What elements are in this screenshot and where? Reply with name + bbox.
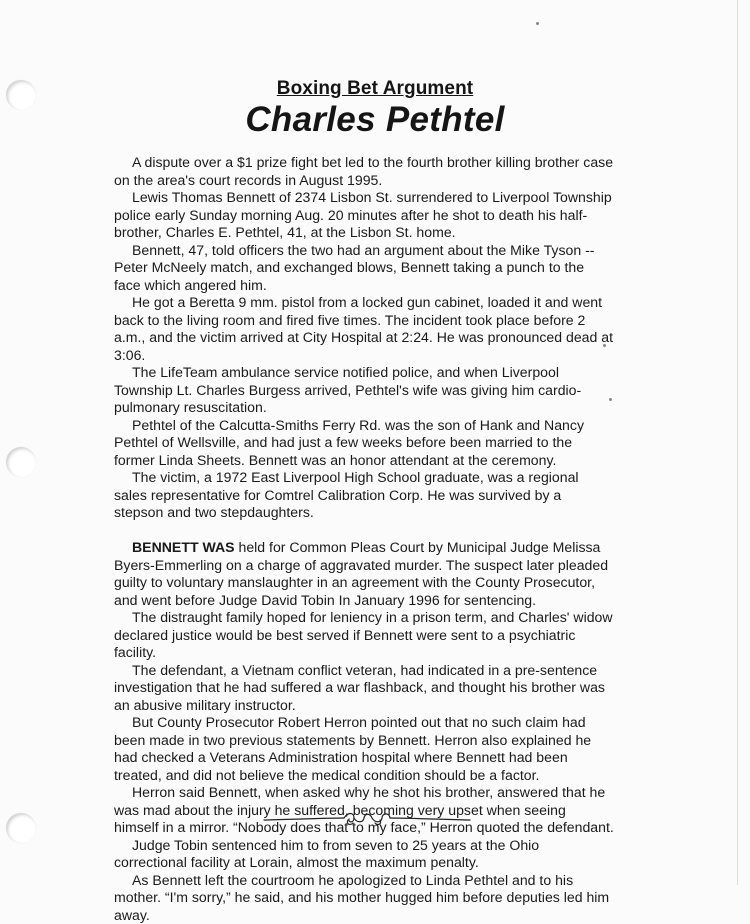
paragraph: The LifeTeam ambulance service notified police, and when Liverpool Township Lt. Charles Burgess arrived, Pethtel's wife was giving him cardio-pulmonary resuscitation. [114, 364, 614, 417]
paragraph: Bennett, 47, told officers the two had an argument about the Mike Tyson -- Peter McNeely match, and exchanged blows, Bennett taking a punch to the face which angered him. [114, 242, 614, 295]
paragraph: The distraught family hoped for leniency in a prison term, and Charles' widow declared justice would be best served if Bennett were sent to a psychiatric facility. [114, 609, 614, 662]
punch-hole-middle [6, 447, 36, 477]
paragraph-text: held for Common Pleas Court by Municipal Judge Melissa Byers-Emmerling on a charge of aggravated murder. The suspect later pleaded guilty to voluntary manslaughter in an agreement with the County Prosecutor, and went before Judge David Tobin In January 1996 for sentencing. [114, 539, 608, 608]
paragraph: Pethtel of the Calcutta-Smiths Ferry Rd. was the son of Hank and Nancy Pethtel of Wellsville, and had just a few weeks before been married to the former Linda Sheets. Bennett was an honor attendant at the ceremony. [114, 417, 614, 470]
punch-hole-bottom [6, 813, 36, 843]
paragraph: Herron said Bennett, when asked why he shot his brother, answered that he was mad about the injury he suffered, becoming very upset when seeing himself in a mirror. “Nobody does that to my face,” Herron quoted the defendant. [114, 784, 614, 837]
paragraph: But County Prosecutor Robert Herron pointed out that no such claim had been made in two previous statements by Bennett. Herron also explained he had checked a Veterans Administration hospital where Bennett had been treated, and did not believe the medical condition should be a factor. [114, 714, 614, 784]
paragraph [114, 539, 614, 609]
paragraph: The victim, a 1972 East Liverpool High School graduate, was a regional sales representative for Comtrel Calibration Corp. He was survived by a stepson and two stepdaughters. [114, 469, 614, 522]
paragraph: As Bennett left the courtroom he apologized to Linda Pethtel and to his mother. “I'm sorry,” he said, and his mother hugged him before deputies led him away. [114, 872, 614, 924]
headline: Charles Pethtel [0, 100, 750, 140]
section-gap [114, 522, 614, 540]
paragraph: He got a Beretta 9 mm. pistol from a locked gun cabinet, loaded it and went back to the living room and fired five times. The incident took place before 2 a.m., and the victim arrived at City Hospital at 2:24. He was pronounced dead at 3:06. [114, 294, 614, 364]
paragraph: The defendant, a Vietnam conflict veteran, had indicated in a pre-sentence investigation that he had suffered a war flashback, and thought his brother was an abusive military instructor. [114, 662, 614, 715]
paper-speck [536, 22, 539, 25]
paragraph: Judge Tobin sentenced him to from seven to 25 years at the Ohio correctional facility at Lorain, almost the maximum penalty. [114, 837, 614, 872]
ornament-divider [262, 807, 472, 831]
paragraph: A dispute over a $1 prize fight bet led to the fourth brother killing brother case on the area's court records in August 1995. [114, 154, 614, 189]
lead-in: BENNETT WAS [132, 539, 235, 555]
kicker-heading: Boxing Bet Argument [0, 78, 750, 100]
paragraph: Lewis Thomas Bennett of 2374 Lisbon St. surrendered to Liverpool Township police early Sunday morning Aug. 20 minutes after he shot to death his half-brother, Charles E. Pethtel, 41, at the Lisbon St. home. [114, 189, 614, 242]
